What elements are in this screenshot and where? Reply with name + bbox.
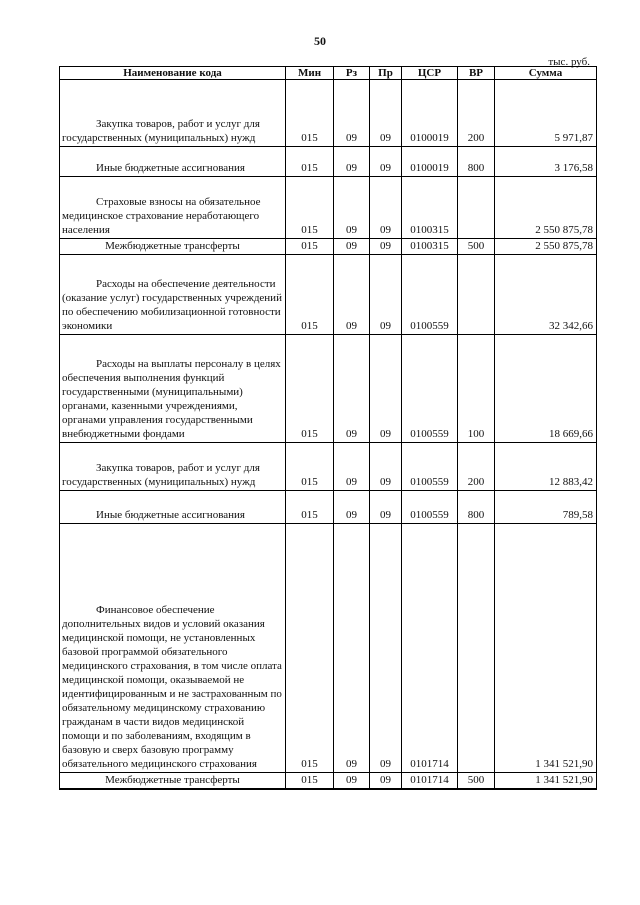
row-name-text: Межбюджетные трансферты xyxy=(105,774,240,786)
table-row xyxy=(60,255,597,335)
row-pr: 09 xyxy=(370,147,402,177)
row-rz: 09 xyxy=(334,443,370,491)
row-name-text: Иные бюджетные ассигнования xyxy=(96,509,245,521)
row-name xyxy=(60,491,286,524)
row-rz: 09 xyxy=(334,255,370,335)
row-sum: 32 342,66 xyxy=(495,255,597,335)
row-vr xyxy=(458,524,495,773)
row-csr: 0100559 xyxy=(402,491,458,524)
row-sum: 3 176,58 xyxy=(495,147,597,177)
row-rz: 09 xyxy=(334,177,370,239)
row-rz: 09 xyxy=(334,80,370,147)
row-pr: 09 xyxy=(370,239,402,255)
row-csr: 0100019 xyxy=(402,80,458,147)
row-min: 015 xyxy=(286,524,334,773)
row-rz: 09 xyxy=(334,335,370,443)
table-row xyxy=(60,147,597,177)
row-rz: 09 xyxy=(334,773,370,790)
row-min: 015 xyxy=(286,443,334,491)
row-name-text: Страховые взносы на обязательное медицинское страхование неработающего населения xyxy=(62,196,261,236)
row-rz: 09 xyxy=(334,524,370,773)
header-pr: Пр xyxy=(370,67,402,80)
row-csr: 0101714 xyxy=(402,773,458,790)
row-name-text: Финансовое обеспечение дополнительных видов и условий оказания медицинской помощи, не установленных базовой программой обязательного медицинского страхования, в том числе оплата медицинской помощи, оказываемой не идентифицированным и не застрахованным по обязательному медицинскому страхованию гражданам в части видов медицинской помощи и по заболеваниям, входящим в базовую и сверх базовую программу обязательного медицинского страхования xyxy=(62,604,282,770)
row-csr: 0100559 xyxy=(402,443,458,491)
row-vr: 800 xyxy=(458,491,495,524)
row-rz: 09 xyxy=(334,491,370,524)
row-name xyxy=(60,255,286,335)
row-vr xyxy=(458,255,495,335)
row-vr: 800 xyxy=(458,147,495,177)
table-row xyxy=(60,773,597,790)
header-csr: ЦСР xyxy=(402,67,458,80)
row-pr: 09 xyxy=(370,524,402,773)
row-name-text: Закупка товаров, работ и услуг для государственных (муниципальных) нужд xyxy=(62,462,260,488)
header-vr: ВР xyxy=(458,67,495,80)
row-pr: 09 xyxy=(370,773,402,790)
units-label: тыс. руб. xyxy=(548,56,590,68)
row-name xyxy=(60,80,286,147)
budget-table xyxy=(59,66,597,790)
page-number: 50 xyxy=(314,34,326,48)
table-row xyxy=(60,177,597,239)
table-header-row xyxy=(60,67,597,80)
row-min: 015 xyxy=(286,177,334,239)
row-name xyxy=(60,524,286,773)
row-name-text: Иные бюджетные ассигнования xyxy=(96,162,245,174)
header-name: Наименование кода xyxy=(60,67,286,80)
table-row xyxy=(60,524,597,773)
row-min: 015 xyxy=(286,239,334,255)
row-sum: 12 883,42 xyxy=(495,443,597,491)
row-vr: 500 xyxy=(458,773,495,790)
row-csr: 0100019 xyxy=(402,147,458,177)
row-name xyxy=(60,147,286,177)
row-csr: 0100559 xyxy=(402,255,458,335)
row-min: 015 xyxy=(286,147,334,177)
row-name xyxy=(60,239,286,255)
header-sum: Сумма xyxy=(495,67,597,80)
row-rz: 09 xyxy=(334,239,370,255)
header-min: Мин xyxy=(286,67,334,80)
row-csr: 0100315 xyxy=(402,239,458,255)
row-pr: 09 xyxy=(370,443,402,491)
row-vr: 200 xyxy=(458,443,495,491)
row-pr: 09 xyxy=(370,335,402,443)
table-row xyxy=(60,443,597,491)
row-csr: 0100559 xyxy=(402,335,458,443)
row-sum: 1 341 521,90 xyxy=(495,773,597,790)
row-min: 015 xyxy=(286,335,334,443)
row-pr: 09 xyxy=(370,491,402,524)
row-sum: 2 550 875,78 xyxy=(495,239,597,255)
row-vr: 100 xyxy=(458,335,495,443)
row-pr: 09 xyxy=(370,255,402,335)
table-row xyxy=(60,335,597,443)
row-min: 015 xyxy=(286,773,334,790)
row-sum: 1 341 521,90 xyxy=(495,524,597,773)
row-sum: 789,58 xyxy=(495,491,597,524)
table-row xyxy=(60,239,597,255)
row-vr: 200 xyxy=(458,80,495,147)
row-min: 015 xyxy=(286,80,334,147)
row-name xyxy=(60,773,286,790)
row-csr: 0100315 xyxy=(402,177,458,239)
row-name-text: Расходы на обеспечение деятельности (оказание услуг) государственных учреждений по обеспечению мобилизационной готовности экономики xyxy=(62,278,282,332)
row-vr xyxy=(458,177,495,239)
row-sum: 5 971,87 xyxy=(495,80,597,147)
row-name xyxy=(60,443,286,491)
table-row xyxy=(60,80,597,147)
row-csr: 0101714 xyxy=(402,524,458,773)
row-pr: 09 xyxy=(370,177,402,239)
row-sum: 2 550 875,78 xyxy=(495,177,597,239)
row-name-text: Закупка товаров, работ и услуг для государственных (муниципальных) нужд xyxy=(62,118,260,144)
row-name xyxy=(60,335,286,443)
row-vr: 500 xyxy=(458,239,495,255)
header-rz: Рз xyxy=(334,67,370,80)
row-sum: 18 669,66 xyxy=(495,335,597,443)
row-name xyxy=(60,177,286,239)
row-min: 015 xyxy=(286,255,334,335)
row-min: 015 xyxy=(286,491,334,524)
table-row xyxy=(60,491,597,524)
row-name-text: Расходы на выплаты персоналу в целях обеспечения выполнения функций государственными (муниципальными) органами, казенными учреждениями, органами управления государственными внебюджетными фондами xyxy=(62,358,281,440)
row-name-text: Межбюджетные трансферты xyxy=(105,240,240,252)
row-rz: 09 xyxy=(334,147,370,177)
row-pr: 09 xyxy=(370,80,402,147)
